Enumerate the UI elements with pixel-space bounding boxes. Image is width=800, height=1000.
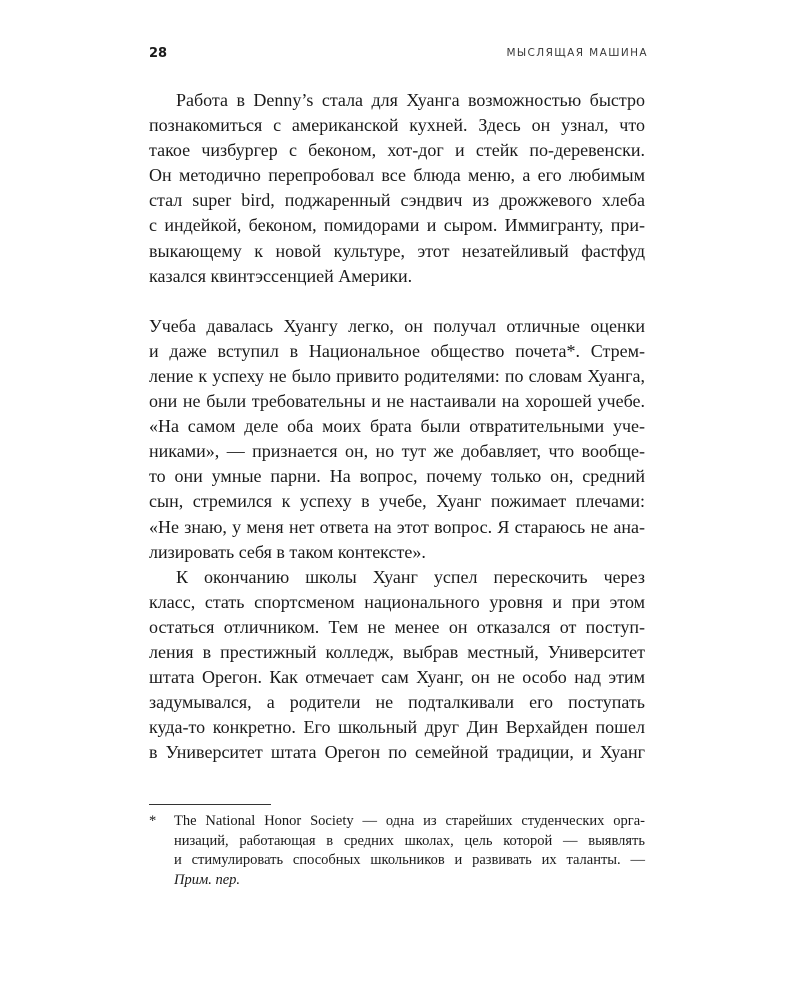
footnote-marker: * bbox=[149, 813, 157, 829]
paragraph-1 bbox=[149, 88, 645, 289]
text-line: Работа в Denny’s стала для Хуанга возможностью быстро bbox=[176, 90, 645, 110]
footnote-line: низаций, работающая в средних школах, цель которой — выявлять bbox=[174, 832, 645, 849]
text-line: и даже вступил в Национальное общество почета*. Стрем- bbox=[149, 340, 645, 361]
paragraph-2 bbox=[149, 314, 645, 565]
text-line: штата Орегон. Как отмечает сам Хуанг, он не особо над этим bbox=[149, 667, 645, 688]
text-line: познакомиться с американской кухней. Здесь он узнал, что bbox=[149, 115, 645, 136]
text-line: казался квинтэссенцией Америки. bbox=[149, 265, 413, 286]
text-line: с индейкой, беконом, помидорами и сыром. Иммигранту, при- bbox=[149, 215, 645, 236]
text-line: К окончанию школы Хуанг успел перескочить через bbox=[176, 566, 645, 587]
text-line: «На самом деле оба моих брата были отвратительными уче- bbox=[149, 416, 645, 437]
text-line: они не были требовательны и не настаивали на хорошей учебе. bbox=[149, 391, 645, 412]
text-line: стал super bird, поджаренный сэндвич из дрожжевого хлеба bbox=[149, 190, 645, 211]
text-line: в Университет штата Орегон по семейной традиции, и Хуанг bbox=[149, 742, 645, 763]
text-line: «Не знаю, у меня нет ответа на этот вопрос. Я стараюсь не ана- bbox=[149, 516, 645, 537]
text-line: ления в престижный колледж, выбрав местный, Университет bbox=[149, 641, 645, 662]
text-line: класс, стать спортсменом национального уровня и при этом bbox=[149, 591, 645, 612]
text-line: задумывался, а родители не подталкивали его поступать bbox=[149, 692, 645, 713]
body-text bbox=[149, 88, 645, 765]
text-line: выкающему к новой культуре, этот незатейливый фастфуд bbox=[149, 240, 645, 261]
text-line: Он методично перепробовал все блюда меню, а его любимым bbox=[149, 165, 645, 186]
text-line: то они умные парни. На вопрос, почему только он, средний bbox=[149, 466, 645, 487]
text-line: никами», — признается он, но тут же добавляет, что вообще- bbox=[149, 441, 645, 462]
page-header bbox=[149, 46, 648, 66]
footnote-line bbox=[174, 871, 645, 891]
text-line: куда-то конкретно. Его школьный друг Дин Верхайден пошел bbox=[149, 717, 645, 738]
footnote-line: The National Honor Society — одна из старейших студенческих орга- bbox=[174, 813, 645, 829]
page-number: 28 bbox=[149, 46, 168, 61]
text-line: Учеба давалась Хуангу легко, он получал отличные оценки bbox=[149, 315, 645, 336]
text-line: такое чизбургер с беконом, хот-дог и стейк по-деревенски. bbox=[149, 140, 645, 161]
text-line: сын, стремился к успеху в учебе, Хуанг пожимает плечами: bbox=[149, 491, 645, 512]
paragraph-3 bbox=[149, 565, 645, 766]
translator-note: Прим. пер. bbox=[174, 871, 241, 888]
footnote-body bbox=[174, 812, 645, 890]
section-break bbox=[149, 289, 645, 314]
running-title: МЫСЛЯЩАЯ МАШИНА bbox=[506, 47, 648, 59]
text-line: лизировать себя в таком контексте». bbox=[149, 541, 426, 562]
footnote-line: и стимулировать способных школьников и развивать их таланты. — bbox=[174, 852, 645, 868]
footnote bbox=[149, 812, 645, 890]
text-line: ление к успеху не было привито родителями: по словам Хуанга, bbox=[149, 365, 645, 386]
text-line: остаться отличником. Тем не менее он отказался от поступ- bbox=[149, 616, 645, 637]
footnote-divider bbox=[149, 804, 271, 805]
